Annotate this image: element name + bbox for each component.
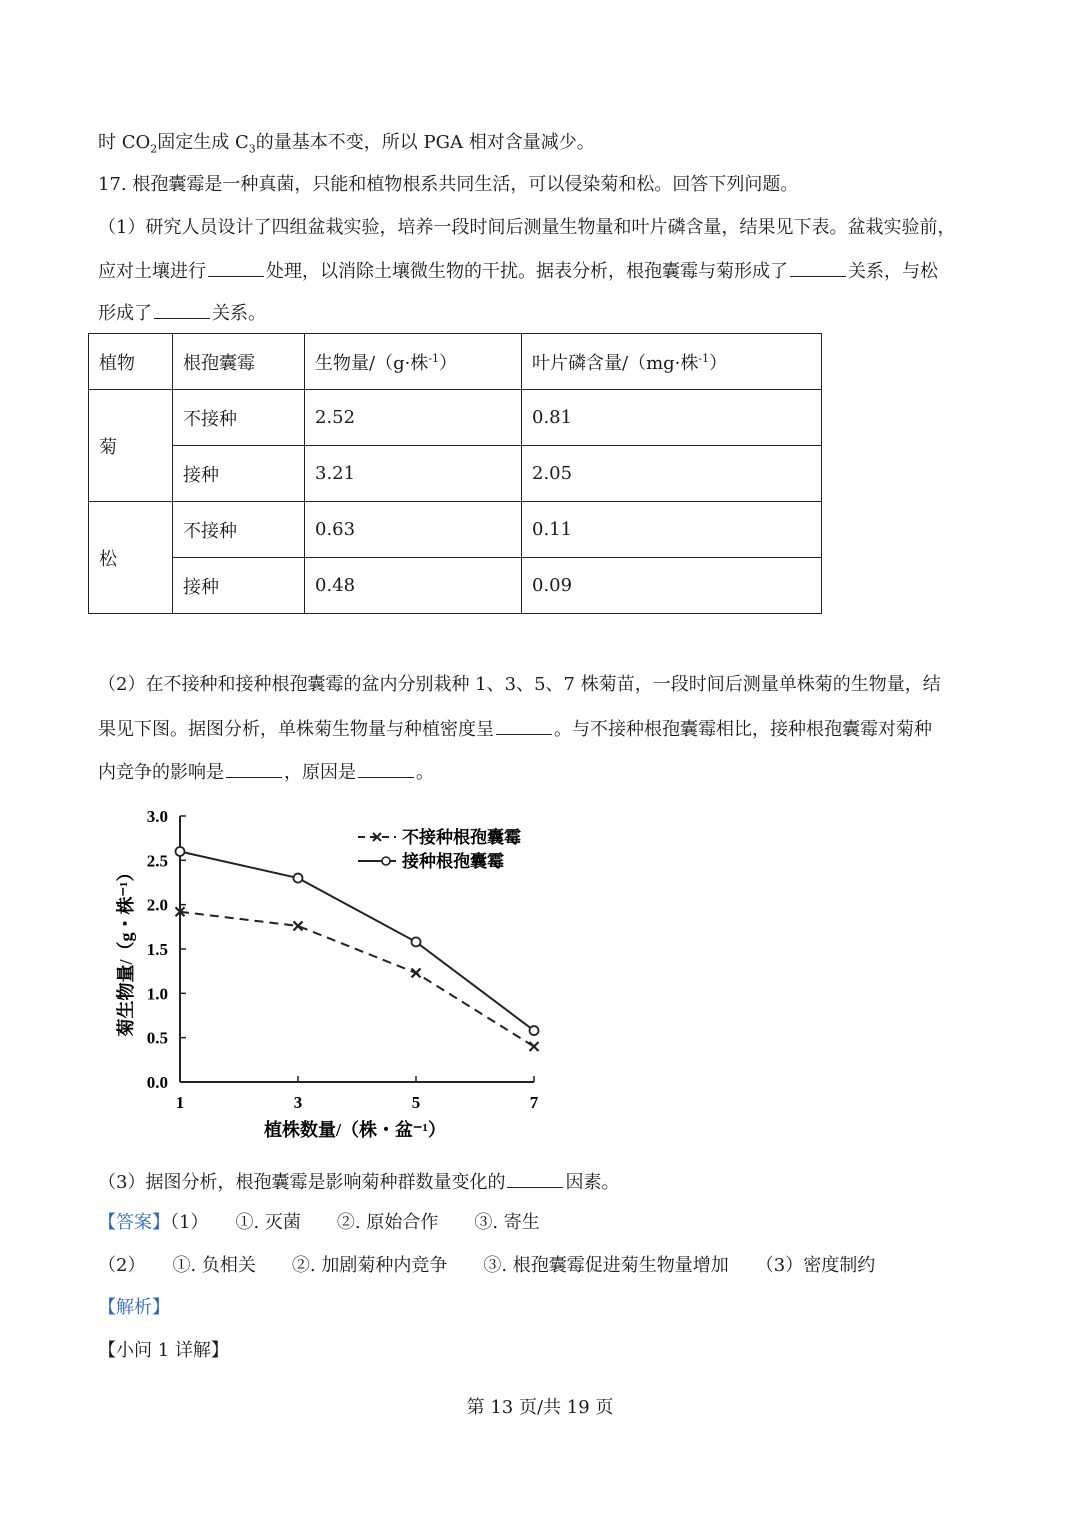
sub-question-detail: 【小问 1 详解】: [98, 1340, 229, 1361]
cell-treatment: 不接种: [173, 390, 305, 446]
question-2-line-2: 果见下图。据图分析，单株菊生物量与种植密度呈 。与不接种根孢囊霉相比，接种根孢囊霉对菊种: [98, 716, 932, 742]
header-plant: 植物: [89, 334, 173, 390]
series-line-2: [180, 851, 534, 1030]
table-row: [89, 446, 822, 502]
table-row: [89, 502, 822, 558]
table-header-row: [89, 334, 822, 390]
legend-marker-circle: [382, 857, 390, 865]
y-tick-label: 2.5: [146, 851, 168, 871]
header-fungus: 根孢囊霉: [173, 334, 305, 390]
biomass-line-chart: [110, 800, 570, 1145]
answer-blank: [496, 716, 552, 735]
cell-plant: 菊: [89, 390, 173, 502]
cell-treatment: 接种: [173, 558, 305, 614]
question-2-line-1: （2）在不接种和接种根孢囊霉的盆内分别栽种 1、3、5、7 株菊苗，一段时间后测量单株菊的生物量，结: [98, 674, 941, 695]
answer-blank: [507, 1169, 563, 1188]
x-tick-label: 5: [411, 1093, 421, 1112]
legend-label-2: 接种根孢囊霉: [402, 852, 504, 871]
data-point-circle: [412, 937, 421, 946]
answer-blank: [226, 759, 282, 778]
cell-phosphorus: 0.11: [522, 502, 822, 558]
data-point-x: [412, 968, 421, 977]
cell-treatment: 接种: [173, 446, 305, 502]
y-tick-label: 2.0: [146, 895, 168, 915]
cell-biomass: 0.63: [305, 502, 522, 558]
y-tick-label: 1.5: [146, 940, 168, 959]
page-footer: 第 13 页/共 19 页: [466, 1397, 614, 1418]
answer-line-2: （2） ①. 负相关 ②. 加剧菊种内竞争 ③. 根孢囊霉促进菊生物量增加 （3）密度制约: [98, 1255, 876, 1276]
data-point-x: [530, 1042, 539, 1051]
y-axis-label: 菊生物量/（g・株⁻¹）: [116, 863, 136, 1037]
x-tick-label: 3: [293, 1093, 303, 1112]
header-biomass: 生物量/（g·株$^{-1}$）: [305, 334, 522, 390]
data-point-circle: [530, 1026, 539, 1035]
question-17-title: 17. 根孢囊霉是一种真菌，只能和植物根系共同生活，可以侵染菊和松。回答下列问题。: [98, 174, 799, 195]
answer-line-1: 【答案】（1） ①. 灭菌 ②. 原始合作 ③. 寄生: [98, 1212, 540, 1233]
legend-label-1: 不接种根孢囊霉: [402, 828, 521, 847]
data-point-x: [294, 921, 303, 930]
cell-phosphorus: 2.05: [522, 446, 822, 502]
chart-legend: [358, 827, 521, 871]
cell-biomass: 0.48: [305, 558, 522, 614]
cell-biomass: 2.52: [305, 390, 522, 446]
intro-line: 时 $CO_2$固定生成 $C_3$的量基本不变，所以 PGA 相对含量减少。: [98, 132, 595, 156]
y-tick-label: 0.0: [146, 1073, 168, 1092]
question-1-line-3: 形成了 关系。: [98, 300, 266, 326]
y-tick-label: 0.5: [146, 1028, 168, 1048]
question-1-line-1: （1）研究人员设计了四组盆栽实验，培养一段时间后测量生物量和叶片磷含量，结果见下表。盆栽实验前，: [98, 217, 956, 238]
answer-blank: [208, 258, 264, 277]
cell-phosphorus: 0.09: [522, 558, 822, 614]
cell-plant: 松: [89, 502, 173, 614]
answer-tag: 【答案】: [98, 1212, 170, 1233]
cell-treatment: 不接种: [173, 502, 305, 558]
x-tick-label: 7: [529, 1093, 539, 1112]
header-phosphorus: 叶片磷含量/（mg·株$^{-1}$）: [522, 334, 822, 390]
table-row: [89, 390, 822, 446]
analysis-tag: 【解析】: [98, 1297, 170, 1318]
series-line-1: [180, 912, 534, 1047]
cell-biomass: 3.21: [305, 446, 522, 502]
x-axis-label: 植株数量/（株・盆⁻¹）: [264, 1120, 446, 1140]
data-point-circle: [294, 874, 303, 883]
table-row: [89, 558, 822, 614]
chart-series: [176, 847, 539, 1051]
answer-blank: [154, 300, 210, 319]
x-tick-label: 1: [175, 1093, 185, 1112]
data-point-circle: [176, 847, 185, 856]
answer-blank: [790, 258, 846, 277]
cell-phosphorus: 0.81: [522, 390, 822, 446]
question-2-line-3: 内竞争的影响是 ，原因是 。: [98, 759, 434, 785]
y-tick-label: 3.0: [146, 807, 168, 826]
question-1-line-2: 应对土壤进行 处理，以消除土壤微生物的干扰。据表分析，根孢囊霉与菊形成了 关系，与松: [98, 258, 938, 284]
question-3: （3）据图分析，根孢囊霉是影响菊种群数量变化的 因素。: [98, 1169, 619, 1195]
y-tick-label: 1.0: [146, 984, 168, 1004]
answer-blank: [358, 759, 414, 778]
results-table: [88, 333, 822, 614]
